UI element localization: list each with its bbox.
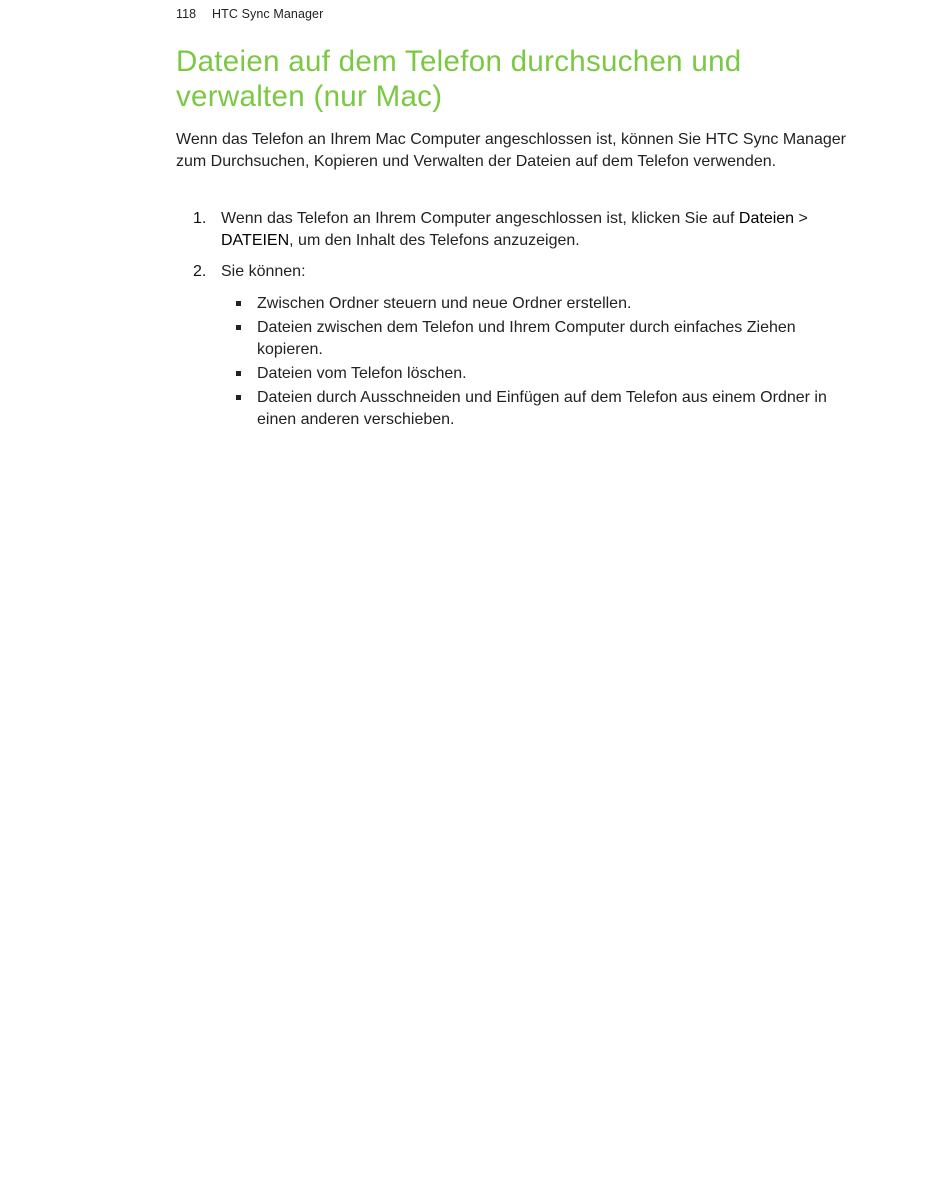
- bullet-text: Dateien zwischen dem Telefon und Ihrem Computer durch einfaches Ziehen kopieren.: [257, 319, 796, 358]
- step-text: Sie können:: [221, 263, 306, 280]
- steps-list: [176, 208, 856, 440]
- ui-term-dateien: Dateien: [738, 210, 795, 227]
- bullet-text: Dateien vom Telefon löschen.: [257, 365, 467, 382]
- bullet-item: [221, 363, 856, 385]
- intro-paragraph: Wenn das Telefon an Ihrem Mac Computer angeschlossen ist, können Sie HTC Sync Manager zum Durchsuchen, Kopieren und Verwalten der Dateien auf dem Telefon verwenden.: [176, 131, 846, 170]
- step-text-end: , um den Inhalt des Telefons anzuzeigen.: [289, 232, 580, 249]
- page-header: [176, 7, 323, 21]
- step-number: 2.: [193, 263, 207, 280]
- ui-term-dateien-tab: DATEIEN: [221, 232, 290, 249]
- square-bullet-icon: [236, 301, 241, 306]
- step-number: 1.: [193, 210, 207, 227]
- section-title: Dateien auf dem Telefon durchsuchen und verwalten (nur Mac): [176, 45, 742, 113]
- square-bullet-icon: [236, 371, 241, 376]
- running-section-title: HTC Sync Manager: [212, 7, 324, 21]
- bullet-text: Dateien durch Ausschneiden und Einfügen auf dem Telefon aus einem Ordner in einen anderen verschieben.: [257, 389, 827, 428]
- bullet-item: [221, 293, 856, 315]
- page-number: 118: [176, 7, 197, 21]
- step-item: [176, 208, 856, 252]
- square-bullet-icon: [236, 325, 241, 330]
- bullet-text: Zwischen Ordner steuern und neue Ordner erstellen.: [257, 295, 632, 312]
- bullet-item: [221, 317, 856, 361]
- step-item: [176, 261, 856, 431]
- square-bullet-icon: [236, 395, 241, 400]
- bullet-item: [221, 387, 856, 431]
- bullet-list: [221, 293, 856, 431]
- step-text: Wenn das Telefon an Ihrem Computer angeschlossen ist, klicken Sie auf: [221, 210, 739, 227]
- menu-separator: >: [794, 210, 808, 227]
